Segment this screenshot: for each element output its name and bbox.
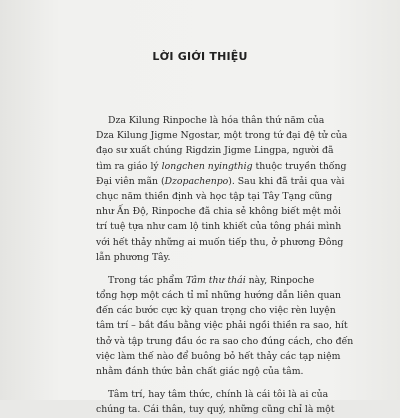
text-line [96, 189, 336, 204]
paragraph-gap [96, 379, 336, 387]
text-line [96, 334, 354, 349]
text-segment: thở và tập trung đầu óc ra sao cho đúng cách, cho đến [96, 335, 354, 347]
italic-term: longchen nyingthig [161, 160, 253, 172]
text-line [96, 349, 341, 364]
italic-term: Tâm thư thái [185, 274, 246, 286]
text-segment: trí tuệ tựa như cam lộ tinh khiết của tông phái mình [96, 221, 342, 233]
text-segment: Dza Kilung Rinpoche là hóa thân thứ năm của [108, 115, 325, 126]
text-line [96, 159, 347, 174]
text-segment: đạo sư xuất chúng Rigdzin Jigme Lingpa, người đã [96, 145, 334, 157]
text-line [96, 174, 345, 189]
body-text [96, 113, 354, 418]
text-segment: thuộc truyền thống [252, 160, 347, 172]
text-segment: này, Rinpoche [245, 274, 315, 286]
text-segment: Tâm trí, hay tâm thức, chính là cái tôi là ai của [108, 389, 329, 401]
text-segment: Dza Kilung Jigme Ngostar, một trong tứ đại đệ tử của [96, 130, 348, 142]
text-line [96, 204, 341, 219]
text-segment: Trong tác phẩm [108, 274, 186, 286]
text-segment: việc làm thế nào để buông bỏ hết thảy các tạp niệm [96, 350, 341, 362]
text-line [96, 318, 348, 333]
text-segment: tìm ra giáo lý [96, 160, 162, 172]
paragraph-gap [96, 265, 336, 273]
text-line [96, 113, 336, 128]
text-line [96, 402, 336, 417]
italic-term: Dzopachenpo [164, 175, 229, 187]
text-line [96, 143, 336, 158]
text-segment: Đại viên mãn ( [96, 175, 165, 187]
text-line [96, 219, 342, 234]
text-line [96, 273, 336, 288]
text-line [96, 128, 348, 143]
text-segment: như Ấn Độ, Rinpoche đã chia sẻ không biết mệt mỏi [96, 206, 341, 218]
text-segment: chúng ta. Cái thân, tuy quý, những cũng chỉ là một [96, 404, 335, 416]
text-segment: chục năm thiền định và học tập tại Tây Tạng cũng [96, 190, 333, 202]
text-line [96, 235, 344, 250]
text-segment: nhằm đánh thức bản chất giác ngộ của tâm. [96, 366, 304, 377]
text-segment: đến các bước cực kỳ quan trọng cho việc rèn luyện [96, 305, 336, 317]
text-line [96, 387, 336, 402]
text-line [96, 250, 336, 265]
text-segment: tâm trí – bắt đầu bằng việc phải ngồi thiền ra sao, hít [96, 320, 348, 332]
text-segment: ). Sau khi đã trải qua vài [228, 175, 345, 187]
page-heading: LỜI GIỚI THIỆU [152, 50, 248, 63]
text-segment: lẫn phương Tây. [96, 251, 171, 263]
text-line [96, 288, 341, 303]
text-segment: với hết thảy những ai muốn tiếp thu, ở phương Đông [96, 236, 344, 248]
text-line [96, 364, 336, 379]
text-line [96, 303, 336, 318]
text-segment: tổng hợp một cách tỉ mỉ những hướng dẫn liên quan [96, 290, 341, 302]
